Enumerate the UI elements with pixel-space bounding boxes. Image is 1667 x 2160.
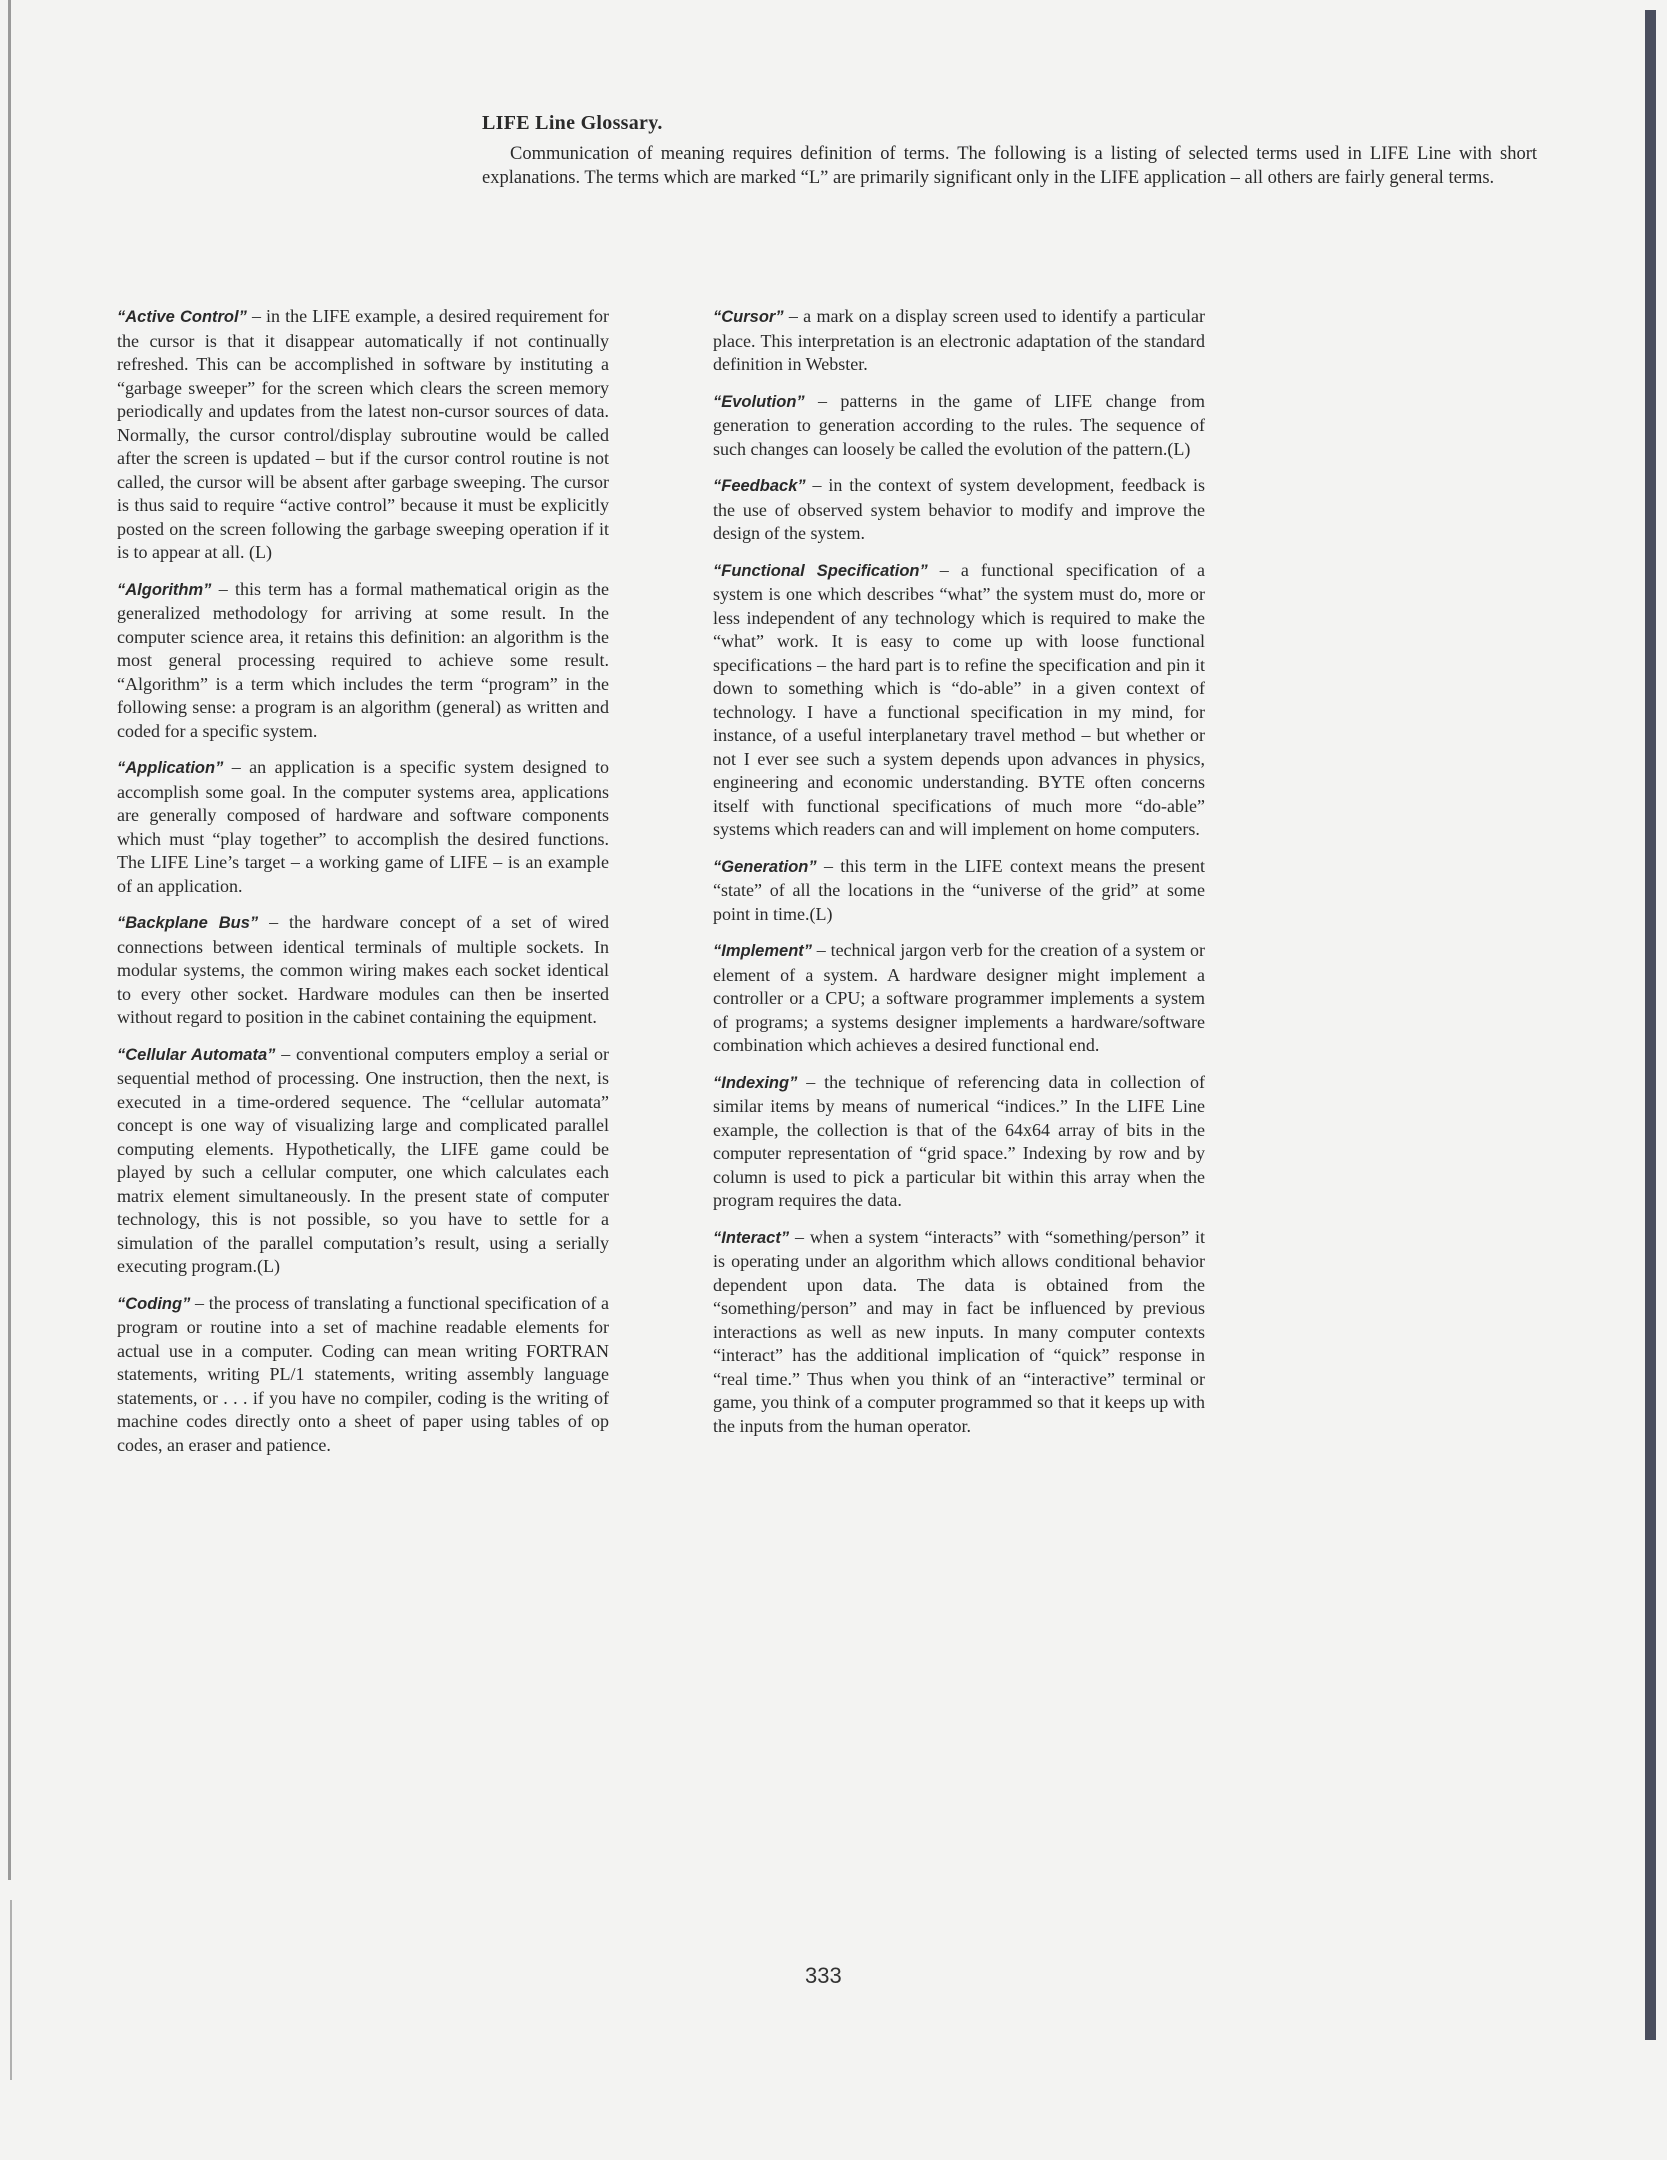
glossary-entry <box>713 939 1205 1058</box>
page-number: 333 <box>805 1963 842 1988</box>
glossary-definition: – patterns in the game of LIFE change from generation to generation according to the rules. The sequence of such changes can loosely be called the evolution of the pattern.(L) <box>713 390 1205 459</box>
glossary-entry <box>117 578 609 744</box>
glossary-term: “Functional Specification” <box>713 561 928 580</box>
glossary-intro: Communication of meaning requires definition of terms. The following is a listing of selected terms used in LIFE Line with short explanations. The terms which are marked “L” are primarily significant only in the LIFE application – all others are fairly general terms. <box>482 144 1537 188</box>
glossary-definition: – the process of translating a functional specification of a program or routine into a set of machine readable elements for actual use in a computer. Coding can mean writing FORTRAN statements, writing PL/1 statements, writing assembly language statements, or . . . if you have no compiler, coding is the writing of machine codes directly onto a sheet of paper using tables of op codes, an eraser and patience. <box>117 1292 609 1455</box>
glossary-term: “Algorithm” <box>117 580 212 599</box>
glossary-term: “Evolution” <box>713 392 805 411</box>
glossary-entry <box>713 1226 1205 1439</box>
glossary-definition: – a functional specification of a system is one which describes “what” the system must do, more or less independent of any technology which is required to make the “what” work. It is easy to come up with loose functional specifications – the hard part is to refine the specification and pin it down to something which is “do-able” in a given context of technology. I have a functional specification in my mind, for instance, of a useful interplanetary travel method – but whether or not I ever see such a system depends upon advances in physics, engineering and economic understanding. BYTE often concerns itself with functional specifications of much more “do-able” systems which readers can and will implement on home computers. <box>713 559 1205 839</box>
scan-edge-left-lower <box>10 1900 12 2080</box>
glossary-entry <box>117 756 609 898</box>
glossary-entry <box>117 911 609 1030</box>
glossary-term: “Implement” <box>713 942 813 960</box>
glossary-term: “Backplane Bus” <box>117 914 259 932</box>
glossary-term: “Application” <box>117 759 224 777</box>
right-column <box>713 305 1205 1451</box>
glossary-definition: – in the LIFE example, a desired requirement for the cursor is that it disappear automatically if not continually refreshed. This can be accomplished in software by instituting a “garbage sweeper” for the screen which clears the screen memory periodically and updates from the latest non-cursor sources of data. Normally, the cursor control/display subroutine would be called after the screen is updated – but if the cursor control routine is not called, the cursor will be absent after garbage sweeping. The cursor is thus said to require “active control” because it must be explicitly posted on the screen following the garbage sweeping operation if it is to appear at all. (L) <box>117 306 610 562</box>
glossary-term: “Interact” <box>713 1228 790 1247</box>
glossary-term: “Feedback” <box>713 477 806 495</box>
glossary-definition: – when a system “interacts” with “something/person” it is operating under an algorithm which allows conditional behavior dependent upon data. The data is obtained from the “something/person” and may in fact be influenced by previous interactions as well as new inputs. In many computer contexts “interact” has the additional implication of “quick” response in “real time.” Thus when you think of an “interactive” terminal or game, you think of a computer programmed so that it keeps up with the inputs from the human operator. <box>713 1226 1205 1436</box>
glossary-definition: – this term has a formal mathematical origin as the generalized methodology for arriving at some result. In the computer science area, it retains this definition: an algorithm is the most general processing required to achieve some result. “Algorithm” is a term which includes the term “program” in the following sense: a program is an algorithm (general) as written and coded for a specific system. <box>117 578 609 741</box>
glossary-definition: – technical jargon verb for the creation of a system or element of a system. A hardware designer might implement a controller or a CPU; a software programmer implements a system of programs; a systems designer implements a hardware/software combination which achieves a desired functional end. <box>713 940 1205 1055</box>
glossary-entry <box>713 1071 1205 1213</box>
glossary-definition: – an application is a specific system designed to accomplish some goal. In the computer systems area, applications are generally composed of hardware and software components which must “play together” to accomplish the desired functions. The LIFE Line’s target – a working game of LIFE – is an example of an application. <box>117 757 609 896</box>
glossary-entry <box>713 559 1205 842</box>
glossary-definition: – the technique of referencing data in collection of similar items by means of numerical “indices.” In the LIFE Line example, the collection is that of the 64x64 array of bits in the computer representation of “grid space.” Indexing by row and by column is used to pick a particular bit within this array when the program requires the data. <box>713 1071 1205 1210</box>
scan-edge-left <box>8 0 11 1880</box>
glossary-definition: – in the context of system development, feedback is the use of observed system behavior to modify and improve the design of the system. <box>713 475 1205 543</box>
glossary-term: “Coding” <box>117 1294 191 1313</box>
glossary-entry <box>117 1292 609 1458</box>
glossary-definition: – conventional computers employ a serial or sequential method of processing. One instruction, then the next, is executed in a time-ordered sequence. The “cellular automata” concept is one way of visualizing large and complicated parallel computing elements. Hypothetically, the LIFE game could be played by such a cellular computer, one which calculates each matrix element simultaneously. In the present state of computer technology, this is not possible, so you have to settle for a simulation of the parallel computation’s result, using a serially executing program.(L) <box>117 1043 609 1276</box>
glossary-definition: – this term in the LIFE context means the present “state” of all the locations in the “universe of the grid” at some point in time.(L) <box>713 855 1205 924</box>
glossary-entry <box>713 390 1205 462</box>
glossary-entry <box>117 1043 609 1279</box>
glossary-definition: – a mark on a display screen used to identify a particular place. This interpretation is an electronic adaptation of the standard definition in Webster. <box>713 306 1205 374</box>
glossary-term: “Indexing” <box>713 1073 798 1092</box>
glossary-term: “Active Control” <box>117 308 247 326</box>
glossary-term: “Cellular Automata” <box>117 1045 276 1064</box>
glossary-entry <box>713 855 1205 927</box>
glossary-title: LIFE Line Glossary. <box>482 112 663 134</box>
glossary-term: “Generation” <box>713 857 817 876</box>
glossary-definition: – the hardware concept of a set of wired connections between identical terminals of multiple sockets. In modular systems, the common wiring makes each socket identical to every other socket. Hardware modules can then be inserted without regard to position in the cabinet containing the equipment. <box>117 912 610 1027</box>
glossary-term: “Cursor” <box>713 308 784 326</box>
glossary-entry <box>713 305 1205 377</box>
scan-edge-right <box>1645 10 1656 2040</box>
left-column <box>117 305 609 1470</box>
glossary-header <box>482 112 1537 190</box>
glossary-entry <box>117 305 609 565</box>
glossary-entry <box>713 474 1205 546</box>
